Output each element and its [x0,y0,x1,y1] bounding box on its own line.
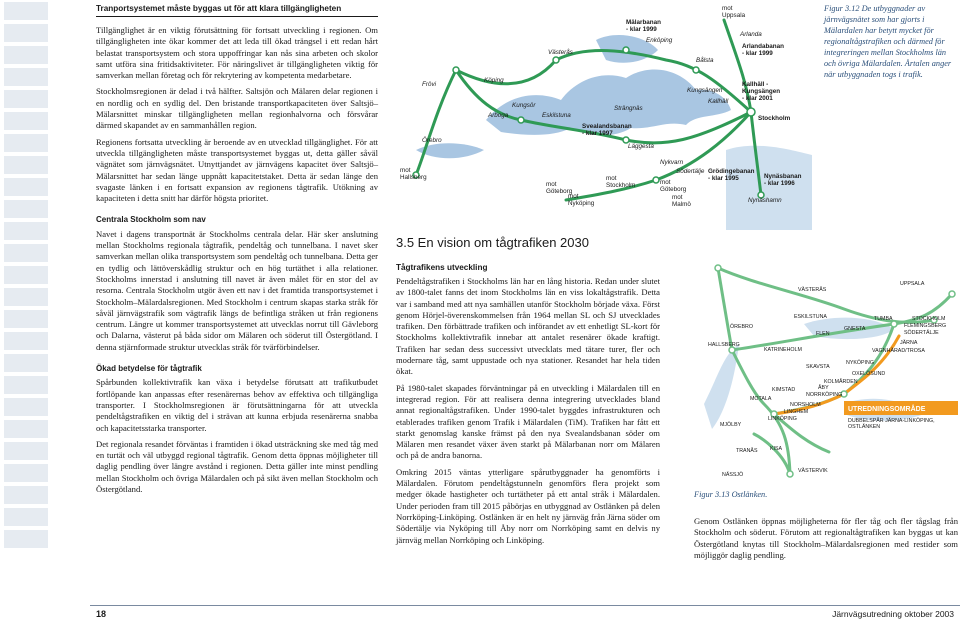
map-label: NORSHOLM [790,402,821,408]
map-label: Mälarbanan [626,19,661,26]
map-label: Enköping [646,37,673,44]
map-label: MJÖLBY [720,422,742,428]
map-label: KATRINEHOLM [764,347,802,353]
map-label: Nyköping [568,200,595,207]
map-label: TRANÅS [736,448,758,454]
station-marker [715,265,721,271]
map-label: JÄRNA [900,340,918,346]
right-text-column [694,516,958,566]
malardalen-rail-map [396,0,812,230]
map-label: UPPSALA [900,281,925,287]
map-label: Kungsängen [687,87,723,94]
map-label: - klar 1999 [742,50,773,57]
station-marker [747,108,755,116]
map-label: Stockholm [758,115,791,122]
footer-text: Järnvägsutredning oktober 2003 [832,609,954,619]
baltic-sea [726,146,812,230]
ostlanken-map [694,254,960,486]
paragraph: Navet i dagens transportnät är Stockholms centrala delar. Här sker anslutning mellan Stockholms regionala tågtrafik, pendeltåg och tunnelbana. I navet sker samverkan mellan olika transportsystem som pendeltåg och tunnelbana. Detta ger en tydlig och lättöverskådlig struktur och en hög turtäthet i alla relationer. Stockholms innerstad i anslutning till navet är även målet för en stor del av resorna. Centrala Stockholm utgör även ett nav i det framtida transportsystemet i Stockholm–Mälardalsregionen. Med Stockholm i centrum skapas starka stråk för såväl järnvägstrafik som vägtrafik längs de befintliga stråken ut från regionens centrum. Längre ut kommer transportsystemet att utvecklas norrut till Gävleborg och Dalarna, västerut på båda sidor om Mälaren och söderut till Östergötland. I denna stjärnformade struktur utvecklas stråk för tvärförbindelser. [96,228,378,352]
map-label: Kungsör [512,102,536,109]
map-label: Arlanda [740,31,762,38]
map-label: Kallhäll - [742,81,769,88]
subheading: Centrala Stockholm som nav [96,215,206,225]
map-label: Frövi [422,81,436,88]
map-label: mot [660,179,671,186]
subheading: Ökad betydelse för tågtrafik [96,364,202,374]
map-label: ESKILSTUNA [794,314,827,320]
station-marker [453,67,459,73]
map-label: mot [722,5,733,12]
map-label: Nynäsbanan [764,173,802,180]
paragraph: Stockholmsregionen är delad i två hälfter. Saltsjön och Mälaren delar regionen i en nordlig och en sydlig del. Den bristande transportkapaciteten över Saltsjö–Mälarsnittet minskar tillgängligheten mellan regionhalvorna och försvårar därmed skapandet av en sammanhållen region. [96,86,378,131]
map-label: Arlandabanan [742,43,784,50]
paragraph: Tillgänglighet är en viktig förutsättning för fortsatt utveckling i regionen. Om tillgängligheten inte ökar kommer det att leda till ökad trängsel i ett redan hårt belastat transportsystem och stora uppoffringar kan nås sina arbeten och skolor samt utföra sina fritidsaktiviteter. För näringslivet är tillgängligheten viktig för samverkan mellan företag och för rekrytering av kompetenta medarbetare. [96,25,378,81]
map-label: Göteborg [546,188,573,195]
map-label: LINKÖPING [768,416,797,422]
paragraph: Pendeltågstrafiken i Stockholms län har en lång historia. Redan under slutet av 1800-talet fanns det inom Stockholms län en viss lokaltågstrafik. Detta var i samband med att nya samhällen utanför Stockholm började växa. Först genom Hörjel-överenskommelsen från 1964 mellan SL och SJ utvecklades trafiken. Den förbättrade trafiken och införandet av ett enhetligt SL-kort för Stockholms kollektivtrafik innebar att antalet resenärer ökade kraftigt. Trafiken har sedan dess successivt utvecklats med tätare turer, fler och modernare tåg, samt uppustade och nya stationer. Resandet har hela tiden ökat. [396,276,660,377]
heading-rule [96,16,378,17]
map-label: NYKÖPING [846,360,874,366]
map-label: - klar 1997 [582,130,613,137]
map-label: - klar 2001 [742,95,773,102]
map-label: Södertälje [676,168,705,175]
map-label: ÅBY [818,385,829,391]
figure-caption: Figur 3.13 Ostlänken. [694,490,768,499]
map-label: Göteborg [660,186,687,193]
map-label: FLEMINGSBERG [904,323,947,329]
footer-rule [90,605,960,606]
map-label: VÄSTERÅS [798,287,827,293]
map-label: DUBBELSPÅR JÄRNA-LINKÖPING, [848,418,935,424]
map-label: Stockholm [606,182,636,189]
station-marker [653,177,659,183]
station-marker [693,67,699,73]
map-label: FLEN [816,331,830,337]
map-label: Bålsta [696,57,714,64]
map-label: ÖREBRO [730,324,753,330]
map-label: Uppsala [722,12,746,19]
map-label: VAGNHÄRAD/TROSA [872,348,925,354]
map-label: HALLSBERG [708,342,740,348]
map-label: VÄSTERVIK [798,468,828,474]
margin-decoration [0,0,60,560]
map-label: GNESTA [844,326,866,332]
map-label: UTREDNINGSOMRÅDE [848,406,926,413]
map-label: SÖDERTÄLJE [904,330,939,336]
map-label: LINGHEM [784,409,809,415]
map-label: mot [672,194,683,201]
paragraph: På 1980-talet skapades förväntningar på en utveckling i Mälardalen till en integrerad region. För att realisera denna integrering utvecklades bland annat regionaltågstrafiken. Under 1990-talet byggdes infrastrukturen och etablerades trafiken genom Trafik i Mälardalen (TiM). Trafiken har fått ett starkt genomslag kanske främst på den nya Svealandsbanan söder om Mälaren men resandet växer även starkt på Mälarbanan norr om Mälaren och på de andra banorna. [396,382,660,461]
paragraph: Spårbunden kollektivtrafik kan växa i betydelse förutsatt att trafikutbudet fortlöpande kan anpassas efter resenärernas behov av effektiva och tillgängliga transporter. I Stockholmsregionen är förutsättningarna för att utveckla pendeltågstrafiken en viktig del i strävan att kunna erbjuda resenärerna snabba och kapacitetsstarka transporter. [96,377,378,433]
map-label: Kallhäll [708,98,729,105]
map-label: TUMBA [874,316,893,322]
map-label: Malmö [672,201,691,208]
map-label: Svealandsbanan [582,123,632,130]
station-marker [623,47,629,53]
page-number: 18 [96,609,107,619]
map-label: Kungsängen [742,88,781,95]
paragraph: Genom Ostlänken öppnas möjligheterna för fler tåg och fler tågslag från Stockholm och söderut. Förutom att regionaltågtrafiken kan byggas ut kan Östergötland knytas till Stockholm–Mälardalsregionen med restider som möjliggör daglig pendling. [694,516,958,560]
map-label: mot [546,181,557,188]
map-label: SKAVSTA [806,364,830,370]
map-label: Grödingebanan [708,168,755,175]
map-label: Örebro [422,137,442,144]
figure-caption: Figur 3.12 De utbyggnader av järnvägsnätet som har gjorts i Mälardalen har betytt mycket för regionaltågstrafiken och därmed för integreringen mellan Stockholms län och övriga Mälardalen. Årtalen anger när utbyggnaden togs i trafik. [824,4,952,79]
station-marker [553,57,559,63]
map-label: - klar 1999 [626,26,657,33]
map-label: Arboga [488,112,509,119]
map-label: OSTLÄNKEN [848,424,881,430]
map-label: - klar 1995 [708,175,739,182]
map-label: MOTALA [750,396,772,402]
map-label: mot [606,175,617,182]
map-label: OXELÖSUND [852,371,886,377]
map-label: KOLMÅRDEN [824,379,858,385]
map-label: Västerås [548,49,573,56]
map-label: Strängnäs [614,105,643,112]
section-heading: Tranportsystemet måste byggas ut för att klara tillgängligheten [96,4,342,13]
station-marker [949,291,955,297]
map-label: NÄSSJÖ [722,472,744,478]
map-label: Köping [484,77,504,84]
map-label: Nykvarn [660,159,684,166]
left-text-column [96,3,378,500]
station-marker [518,117,524,123]
map-label: Hallsberg [400,174,427,181]
map-label: Nynäshamn [748,197,782,204]
map-label: Eskilstuna [542,112,571,119]
station-marker [787,471,793,477]
map-label: KIMSTAD [772,387,796,393]
map-label: Läggesta [628,143,654,150]
map-label: KISA [770,446,783,452]
paragraph: Regionens fortsatta utveckling är beroende av en utvecklad tillgänglighet. För att utveckla tillgängligheten måste transportsystemet byggas ut, detta gäller såväl vägnätet som järnvägsnätet. Utnyttjandet av järnvägens kapacitet över Saltsjö–Mälarsnittet har sedan länge uppnått kapacitetstaket. Detta är sedan länge den svagaste länken i en fortsatt expansion av regionens tågtrafik. Utökning av kapaciteten i detta snitt har därför högsta prioritet. [96,136,378,204]
map-label: STOCKHOLM [912,316,946,322]
map-label: mot [400,167,411,174]
map-label: mot [568,193,579,200]
paragraph: Det regionala resandet förväntas i framtiden i ökad utsträckning ske med tåg med en turtät och väl utbyggd regional tågtrafik. Genom detta öppnas möjligheter till daglig pendling över längre avstånd i regionen. Detta gäller inte minst pendling mellan Stockholm och övriga Mälardalen och på sikt även mellan Stockholm och Östergötland. [96,438,378,494]
subheading: Tågtrafikens utveckling [396,263,488,272]
map-label: - klar 1996 [764,180,795,187]
section-title: 3.5 En vision om tågtrafiken 2030 [396,235,589,250]
paragraph: Omkring 2015 väntas ytterligare spårutbyggnader ha genomförts i Mälardalen. Förutom pendeltågstunneln genomförs flera projekt som medger ökade hastigheter och turtätheter på ett antal stråk i Mälardalen. Under perioden fram till 2015 påbörjas en utbyggnad av Ostlänken på delen Norrköping-Linköping. Ostlänken är en helt ny järnväg från Järna söder om Södertälje via Nyköping till Åby norr om Norrköping samt en delvis ny järnväg mellan Norrköping och Linköping. [396,466,660,545]
middle-text-column [396,262,660,551]
map-label: NORRKÖPING [806,392,843,398]
